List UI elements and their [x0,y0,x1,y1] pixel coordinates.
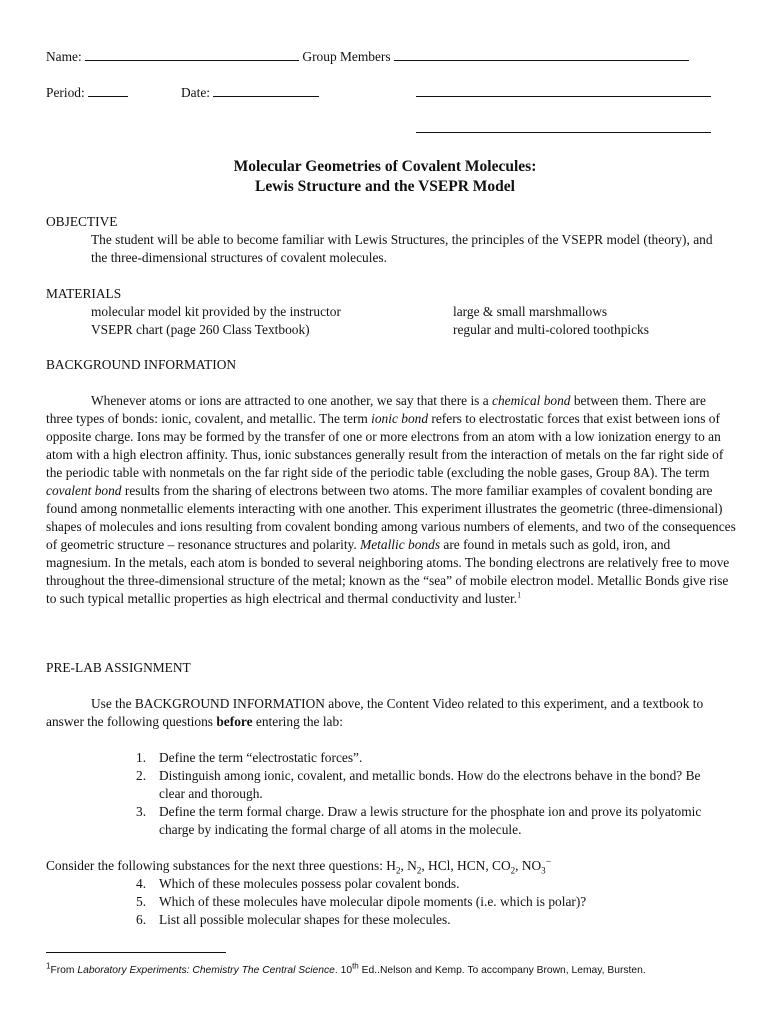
prelab-question [136,803,726,839]
objective-text: The student will be able to become familiar with Lewis Structures, the principles of the VSEPR model (theory), and the three-dimensional structures of covalent molecules. [91,232,713,265]
group-members-blank-3[interactable] [416,132,711,133]
background-text: Whenever atoms or ions are attracted to one another, we say that there is a [91,393,489,408]
consider-text: Consider the following substances for the next three questions: H [46,858,396,873]
consider-line: Consider the following substances for the next three questions: $H_2$, $N_2$, HCl, HCN, $CO_2$, $NO_3^-$ [46,856,552,876]
prelab-intro-bold: before [216,714,253,729]
formula-n: N [407,858,417,873]
footnote [46,962,646,980]
materials-item: regular and multi-colored toothpicks [453,322,649,337]
prelab-question-list-2 [136,875,726,929]
prelab-question [136,911,726,929]
group-members-blank-1[interactable] [394,47,689,61]
footnote-superscript: th [352,961,359,971]
date-field [181,83,319,102]
date-blank[interactable] [213,83,319,97]
period-field [46,83,128,102]
prelab-question [136,749,726,767]
question-number: 1. [136,750,147,765]
footnote-text: From [50,965,75,976]
subscript: 2 [395,865,401,876]
question-number: 5. [136,894,147,909]
objective-heading: OBJECTIVE [46,214,118,229]
question-text: Define the term formal charge. Draw a lewis structure for the phosphate ion and prove its polyatomic charge by indicating the formal charge of all atoms in the molecule. [159,804,702,837]
prelab-question [136,893,726,911]
question-text: Define the term “electrostatic forces”. [159,750,363,765]
formula-no: NO [521,858,542,873]
question-text: Which of these molecules have molecular dipole moments (i.e. which is polar)? [159,894,587,909]
prelab-question-list [136,749,726,839]
date-label: Date: [181,85,210,100]
materials-heading: MATERIALS [46,286,122,301]
group-members-blank-2[interactable] [416,96,711,97]
prelab-intro-text: entering the lab: [255,714,343,729]
name-blank[interactable] [85,47,299,61]
question-text: Distinguish among ionic, covalent, and metallic bonds. How do the electrons behave in the bond? Be clear and thorough. [159,768,701,801]
materials-item: large & small marshmallows [453,304,608,319]
prelab-heading: PRE-LAB ASSIGNMENT [46,660,191,675]
name-field [46,47,689,66]
materials-item: VSEPR chart (page 260 Class Textbook) [91,322,310,337]
background-heading: BACKGROUND INFORMATION [46,357,237,372]
prelab-question [136,875,726,893]
footnote-book-title: Laboratory Experiments: Chemistry The Central Science [77,965,335,976]
question-number: 4. [136,876,147,891]
background-text: results from the sharing of electrons between two atoms. The more familiar examples of covalent bonding are found among nonmetallic elements interacting with one another. This experiment illustrates the geometric (three-dimensional) shapes of molecules and ions resulting from covalent bonding among various numbers of elements, and two of the consequences of geometric structure – resonance structures and polarity. [46,483,736,552]
question-number: 3. [136,804,147,819]
background-text: refers to electrostatic forces that exist between ions of opposite charge. Ions may be formed by the transfer of one or more electrons from an atom with a low ionization energy to an atom with a high electron affinity. Thus, ionic substances generally result from the interaction of metals on the far right side of the periodic table with nonmetals on the far right side of the periodic table (excluding the noble gases, Group 8A). The term [46,411,724,480]
question-number: 2. [136,768,147,783]
term-ionic-bond: ionic bond [371,411,429,426]
group-members-label: Group Members [302,49,391,64]
period-label: Period: [46,85,85,100]
subscript: 2 [416,865,422,876]
term-covalent-bond: covalent bond [46,483,122,498]
question-number: 6. [136,912,147,927]
page-title-line-1: Molecular Geometries of Covalent Molecules: [233,158,537,175]
background-text: between them. There are three types of bonds: ionic, covalent, and metallic. The term [46,393,706,426]
footnote-mark: 1 [46,961,51,971]
superscript-charge: − [545,856,552,868]
footnote-reference[interactable]: 1 [517,590,522,600]
question-text: List all possible molecular shapes for these molecules. [159,912,451,927]
prelab-question [136,767,726,803]
footnote-text: Ed..Nelson and Kemp. To accompany Brown, Lemay, Bursten. [361,965,646,976]
period-blank[interactable] [88,83,128,97]
formula-list: HCl, HCN, CO [428,858,511,873]
term-chemical-bond: chemical bond [492,393,571,408]
footnote-text: . 10 [334,965,353,976]
page-title-line-2: Lewis Structure and the VSEPR Model [255,178,515,195]
prelab-intro-text: Use the BACKGROUND INFORMATION above, the Content Video related to this experiment, and a textbook to answer the following questions [46,696,704,729]
footnote-divider [46,952,226,953]
subscript: 3 [541,865,546,876]
question-text: Which of these molecules possess polar covalent bonds. [159,876,460,891]
materials-item: molecular model kit provided by the instructor [91,304,341,319]
background-paragraph [46,392,736,608]
prelab-intro [46,695,736,731]
subscript: 2 [510,865,516,876]
term-metallic-bonds: Metallic bonds [360,537,441,552]
name-label: Name: [46,49,82,64]
background-text: are found in metals such as gold, iron, and magnesium. In the metals, each atom is bonded to several neighboring atoms. The bonding electrons are relatively free to move throughout the three-dimensional structure of the metal; known as the “sea” of mobile electron model. Metallic Bonds give rise to such typical metallic properties as high electrical and thermal conductivity and luster. [46,537,730,606]
